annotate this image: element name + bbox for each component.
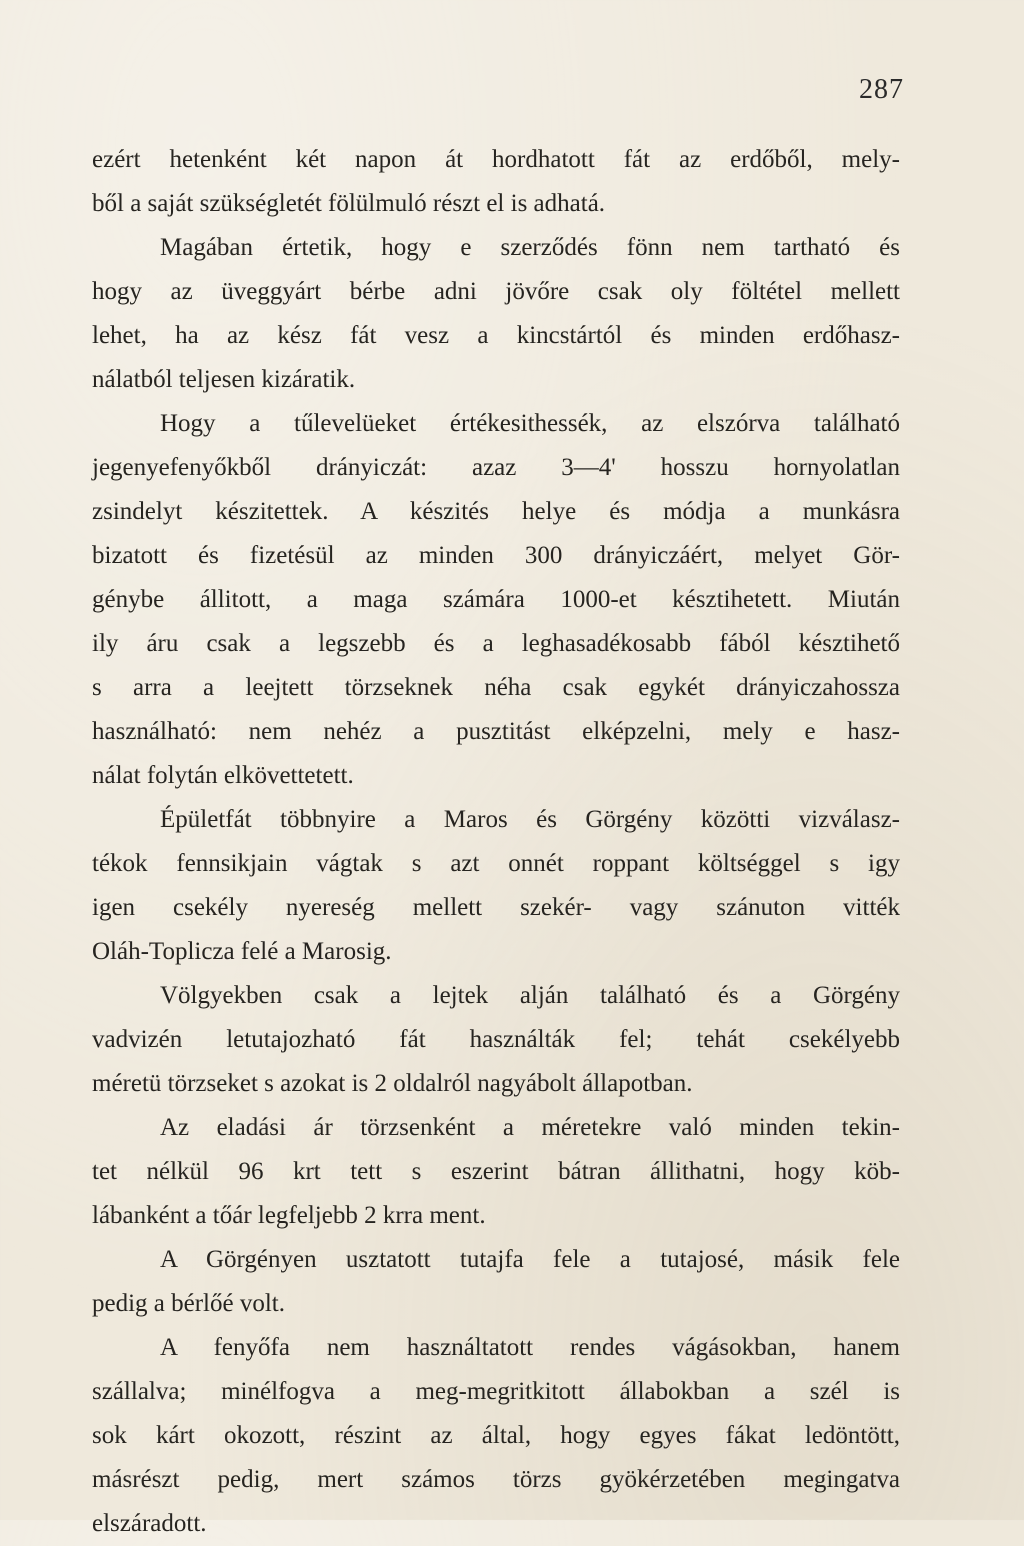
- text-line: sok kárt okozott, részint az által, hogy egyes fákat ledöntött,: [92, 1422, 900, 1449]
- text-line: ily áru csak a legszebb és a leghasadékosabb fából késztihető: [92, 630, 900, 657]
- text-line: nálatból teljesen kizáratik.: [92, 366, 356, 393]
- text-line: hogy az üveggyárt bérbe adni jövőre csak oly föltétel mellett: [92, 278, 900, 305]
- text-line: ből a saját szükségletét fölülmuló részt el is adhatá.: [92, 190, 606, 217]
- page-number: 287: [859, 74, 904, 105]
- text-line: szállalva; minélfogva a meg-megritkitott állabokban a szél is: [92, 1378, 900, 1405]
- text-line: másrészt pedig, mert számos törzs gyökérzetében megingatva: [92, 1466, 900, 1493]
- text-line: s arra a leejtett törzseknek néha csak egykét drányiczahossza: [92, 674, 900, 701]
- text-line: tékok fennsikjain vágtak s azt onnét roppant költséggel s igy: [92, 850, 900, 877]
- text-line: méretü törzseket s azokat is 2 oldalról nagyábolt állapotban.: [92, 1070, 693, 1097]
- text-line: Magában értetik, hogy e szerződés fönn nem tartható és: [160, 234, 900, 261]
- text-line: használható: nem nehéz a pusztitást elképzelni, mely e hasz-: [92, 718, 900, 745]
- text-line: Hogy a tűlevelüeket értékesithessék, az elszórva található: [160, 410, 900, 437]
- text-line: zsindelyt készitettek. A készités helye és módja a munkásra: [92, 498, 900, 525]
- text-line: ezért hetenként két napon át hordhatott fát az erdőből, mely-: [92, 146, 900, 173]
- text-line: pedig a bérlőé volt.: [92, 1290, 285, 1317]
- text-line: tet nélkül 96 krt tett s eszerint bátran állithatni, hogy köb-: [92, 1158, 900, 1185]
- text-line: génybe állitott, a maga számára 1000-et késztihetett. Miután: [92, 586, 900, 613]
- text-line: elszáradott.: [92, 1510, 207, 1537]
- text-line: Épületfát többnyire a Maros és Görgény közötti vizválasz-: [160, 806, 900, 833]
- text-line: vadvizén letutajozható fát használták fel; tehát csekélyebb: [92, 1026, 900, 1053]
- text-line: Az eladási ár törzsenként a méretekre való minden tekin-: [160, 1114, 900, 1141]
- text-line: A fenyőfa nem használtatott rendes vágásokban, hanem: [160, 1334, 900, 1361]
- text-line: jegenyefenyőkből drányiczát: azaz 3—4' hosszu hornyolatlan: [92, 454, 900, 481]
- body-text: [92, 138, 900, 1546]
- text-line: lábanként a tőár legfeljebb 2 krra ment.: [92, 1202, 486, 1229]
- text-line: Oláh-Toplicza felé a Marosig.: [92, 938, 392, 965]
- text-line: lehet, ha az kész fát vesz a kincstártól és minden erdőhasz-: [92, 322, 900, 349]
- text-line: Völgyekben csak a lejtek alján található és a Görgény: [160, 982, 900, 1009]
- text-line: igen csekély nyereség mellett szekér- vagy szánuton vitték: [92, 894, 900, 921]
- text-line: A Görgényen usztatott tutajfa fele a tutajosé, másik fele: [160, 1246, 900, 1273]
- text-line: bizatott és fizetésül az minden 300 drányiczáért, melyet Gör-: [92, 542, 900, 569]
- text-line: nálat folytán elkövettetett.: [92, 762, 354, 789]
